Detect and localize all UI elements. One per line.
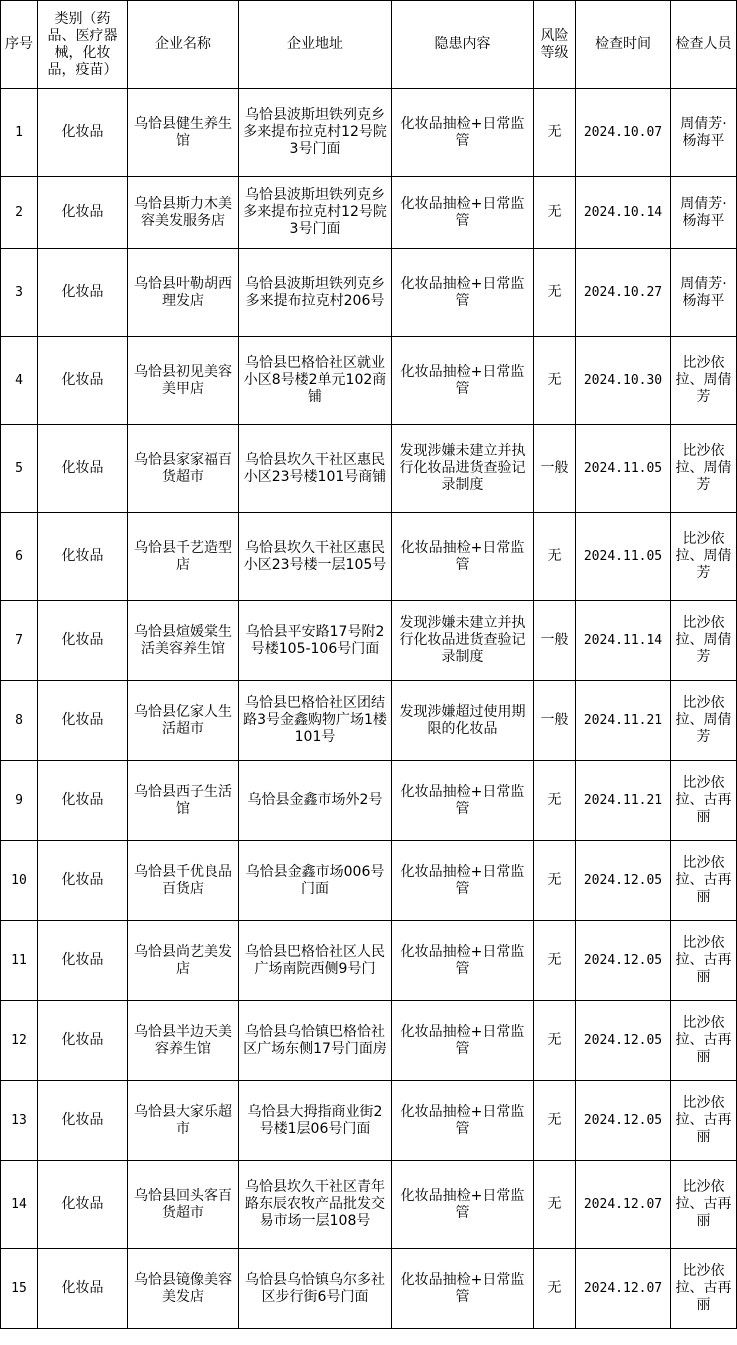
cell-index: 13 bbox=[1, 1081, 38, 1161]
cell-category: 化妆品 bbox=[38, 921, 128, 1001]
cell-index: 10 bbox=[1, 841, 38, 921]
cell-category: 化妆品 bbox=[38, 1161, 128, 1249]
cell-inspectors: 比沙依拉、古再丽 bbox=[671, 1081, 737, 1161]
cell-hazard: 化妆品抽检+日常监管 bbox=[392, 177, 534, 249]
cell-hazard: 化妆品抽检+日常监管 bbox=[392, 921, 534, 1001]
table-row bbox=[1, 1249, 737, 1329]
cell-inspectors: 周倩芳·杨海平 bbox=[671, 177, 737, 249]
cell-inspectors: 比沙依拉、古再丽 bbox=[671, 841, 737, 921]
cell-risk-level: 无 bbox=[534, 1249, 576, 1329]
cell-risk-level: 无 bbox=[534, 841, 576, 921]
cell-risk-level: 无 bbox=[534, 513, 576, 601]
col-header-index: 序号 bbox=[1, 1, 38, 89]
cell-index: 7 bbox=[1, 601, 38, 681]
cell-date: 2024.11.21 bbox=[576, 761, 671, 841]
cell-inspectors: 比沙依拉、古再丽 bbox=[671, 1249, 737, 1329]
cell-company-name: 乌恰县回头客百货超市 bbox=[128, 1161, 239, 1249]
cell-index: 4 bbox=[1, 337, 38, 425]
cell-address: 乌恰县坎久干社区惠民小区23号楼一层105号 bbox=[239, 513, 392, 601]
cell-date: 2024.11.05 bbox=[576, 425, 671, 513]
col-header-hazard: 隐患内容 bbox=[392, 1, 534, 89]
cell-category: 化妆品 bbox=[38, 513, 128, 601]
cell-company-name: 乌恰县初见美容美甲店 bbox=[128, 337, 239, 425]
cell-address: 乌恰县乌恰镇巴格恰社区广场东侧17号门面房 bbox=[239, 1001, 392, 1081]
cell-hazard: 化妆品抽检+日常监管 bbox=[392, 841, 534, 921]
table-body bbox=[1, 89, 737, 1329]
col-header-company-name: 企业名称 bbox=[128, 1, 239, 89]
cell-risk-level: 无 bbox=[534, 337, 576, 425]
cell-inspectors: 比沙依拉、周倩芳 bbox=[671, 337, 737, 425]
cell-address: 乌恰县巴格恰社区就业小区8号楼2单元102商铺 bbox=[239, 337, 392, 425]
cell-date: 2024.10.30 bbox=[576, 337, 671, 425]
col-header-risk-level: 风险等级 bbox=[534, 1, 576, 89]
cell-inspectors: 比沙依拉、古再丽 bbox=[671, 1001, 737, 1081]
cell-company-name: 乌恰县叶勒胡西理发店 bbox=[128, 249, 239, 337]
cell-inspectors: 比沙依拉、古再丽 bbox=[671, 921, 737, 1001]
cell-date: 2024.10.14 bbox=[576, 177, 671, 249]
cell-company-name: 乌恰县斯力木美容美发服务店 bbox=[128, 177, 239, 249]
cell-date: 2024.10.07 bbox=[576, 89, 671, 177]
cell-company-name: 乌恰县大家乐超市 bbox=[128, 1081, 239, 1161]
table-row bbox=[1, 89, 737, 177]
cell-index: 15 bbox=[1, 1249, 38, 1329]
cell-inspectors: 周倩芳·杨海平 bbox=[671, 89, 737, 177]
cell-company-name: 乌恰县家家福百货超市 bbox=[128, 425, 239, 513]
cell-hazard: 发现涉嫌超过使用期限的化妆品 bbox=[392, 681, 534, 761]
table-row bbox=[1, 601, 737, 681]
cell-risk-level: 无 bbox=[534, 1081, 576, 1161]
cell-hazard: 化妆品抽检+日常监管 bbox=[392, 249, 534, 337]
cell-risk-level: 无 bbox=[534, 89, 576, 177]
cell-address: 乌恰县波斯坦铁列克乡多来提布拉克村12号院3号门面 bbox=[239, 177, 392, 249]
cell-risk-level: 无 bbox=[534, 1001, 576, 1081]
cell-category: 化妆品 bbox=[38, 1081, 128, 1161]
cell-risk-level: 一般 bbox=[534, 681, 576, 761]
cell-address: 乌恰县巴格恰社区人民广场南院西侧9号门 bbox=[239, 921, 392, 1001]
cell-index: 3 bbox=[1, 249, 38, 337]
table-row bbox=[1, 337, 737, 425]
cell-category: 化妆品 bbox=[38, 761, 128, 841]
cell-category: 化妆品 bbox=[38, 601, 128, 681]
cell-risk-level: 一般 bbox=[534, 425, 576, 513]
cell-company-name: 乌恰县镜像美容美发店 bbox=[128, 1249, 239, 1329]
cell-hazard: 化妆品抽检+日常监管 bbox=[392, 513, 534, 601]
cell-address: 乌恰县金鑫市场006号门面 bbox=[239, 841, 392, 921]
cell-company-name: 乌恰县千艺造型店 bbox=[128, 513, 239, 601]
cell-date: 2024.11.21 bbox=[576, 681, 671, 761]
cell-inspectors: 比沙依拉、古再丽 bbox=[671, 1161, 737, 1249]
table-row bbox=[1, 761, 737, 841]
cell-category: 化妆品 bbox=[38, 177, 128, 249]
cell-hazard: 化妆品抽检+日常监管 bbox=[392, 1161, 534, 1249]
cell-hazard: 化妆品抽检+日常监管 bbox=[392, 337, 534, 425]
cell-company-name: 乌恰县煊媛棠生活美容养生馆 bbox=[128, 601, 239, 681]
cell-index: 5 bbox=[1, 425, 38, 513]
cell-category: 化妆品 bbox=[38, 1001, 128, 1081]
cell-company-name: 乌恰县千优良品百货店 bbox=[128, 841, 239, 921]
cell-category: 化妆品 bbox=[38, 1249, 128, 1329]
cell-company-name: 乌恰县西子生活馆 bbox=[128, 761, 239, 841]
table-row bbox=[1, 841, 737, 921]
table-row bbox=[1, 513, 737, 601]
cell-index: 6 bbox=[1, 513, 38, 601]
table-row bbox=[1, 177, 737, 249]
table-row bbox=[1, 249, 737, 337]
table-row bbox=[1, 1081, 737, 1161]
cell-category: 化妆品 bbox=[38, 841, 128, 921]
cell-date: 2024.12.05 bbox=[576, 841, 671, 921]
col-header-inspection-date: 检查时间 bbox=[576, 1, 671, 89]
cell-hazard: 发现涉嫌未建立并执行化妆品进货查验记录制度 bbox=[392, 425, 534, 513]
col-header-company-address: 企业地址 bbox=[239, 1, 392, 89]
cell-address: 乌恰县坎久干社区惠民小区23号楼101号商铺 bbox=[239, 425, 392, 513]
cell-date: 2024.12.07 bbox=[576, 1161, 671, 1249]
cell-index: 2 bbox=[1, 177, 38, 249]
cell-hazard: 化妆品抽检+日常监管 bbox=[392, 1249, 534, 1329]
cell-address: 乌恰县坎久干社区青年路东辰农牧产品批发交易市场一层108号 bbox=[239, 1161, 392, 1249]
table-row bbox=[1, 1161, 737, 1249]
cell-inspectors: 比沙依拉、周倩芳 bbox=[671, 681, 737, 761]
table-row bbox=[1, 681, 737, 761]
cell-address: 乌恰县波斯坦铁列克乡多来提布拉克村206号 bbox=[239, 249, 392, 337]
cell-index: 1 bbox=[1, 89, 38, 177]
cell-category: 化妆品 bbox=[38, 425, 128, 513]
cell-inspectors: 比沙依拉、周倩芳 bbox=[671, 601, 737, 681]
cell-date: 2024.11.14 bbox=[576, 601, 671, 681]
cell-address: 乌恰县波斯坦铁列克乡多来提布拉克村12号院3号门面 bbox=[239, 89, 392, 177]
cell-date: 2024.12.05 bbox=[576, 921, 671, 1001]
cell-address: 乌恰县巴格恰社区团结路3号金鑫购物广场1楼101号 bbox=[239, 681, 392, 761]
cell-inspectors: 周倩芳·杨海平 bbox=[671, 249, 737, 337]
cell-inspectors: 比沙依拉、周倩芳 bbox=[671, 425, 737, 513]
cell-category: 化妆品 bbox=[38, 681, 128, 761]
cell-date: 2024.12.05 bbox=[576, 1001, 671, 1081]
cell-index: 14 bbox=[1, 1161, 38, 1249]
table-row bbox=[1, 921, 737, 1001]
cell-index: 9 bbox=[1, 761, 38, 841]
cell-risk-level: 无 bbox=[534, 177, 576, 249]
cell-index: 11 bbox=[1, 921, 38, 1001]
cell-inspectors: 比沙依拉、古再丽 bbox=[671, 761, 737, 841]
header-row bbox=[1, 1, 737, 89]
cell-category: 化妆品 bbox=[38, 249, 128, 337]
col-header-category: 类别（药品、医疗器械，化妆品，疫苗） bbox=[38, 1, 128, 89]
cell-risk-level: 无 bbox=[534, 921, 576, 1001]
cell-risk-level: 一般 bbox=[534, 601, 576, 681]
cell-company-name: 乌恰县健生养生馆 bbox=[128, 89, 239, 177]
cell-date: 2024.10.27 bbox=[576, 249, 671, 337]
cell-risk-level: 无 bbox=[534, 1161, 576, 1249]
cell-company-name: 乌恰县亿家人生活超市 bbox=[128, 681, 239, 761]
table-row bbox=[1, 425, 737, 513]
cell-category: 化妆品 bbox=[38, 337, 128, 425]
cell-inspectors: 比沙依拉、周倩芳 bbox=[671, 513, 737, 601]
cell-risk-level: 无 bbox=[534, 761, 576, 841]
cell-index: 12 bbox=[1, 1001, 38, 1081]
cell-date: 2024.12.07 bbox=[576, 1249, 671, 1329]
cell-date: 2024.11.05 bbox=[576, 513, 671, 601]
cell-address: 乌恰县乌恰镇乌尔多社区步行街6号门面 bbox=[239, 1249, 392, 1329]
cell-hazard: 化妆品抽检+日常监管 bbox=[392, 761, 534, 841]
cell-hazard: 发现涉嫌未建立并执行化妆品进货查验记录制度 bbox=[392, 601, 534, 681]
cell-risk-level: 无 bbox=[534, 249, 576, 337]
cell-date: 2024.12.05 bbox=[576, 1081, 671, 1161]
cell-hazard: 化妆品抽检+日常监管 bbox=[392, 89, 534, 177]
cell-address: 乌恰县平安路17号附2号楼105-106号门面 bbox=[239, 601, 392, 681]
cell-company-name: 乌恰县尚艺美发店 bbox=[128, 921, 239, 1001]
table-row bbox=[1, 1001, 737, 1081]
cell-index: 8 bbox=[1, 681, 38, 761]
col-header-inspectors: 检查人员 bbox=[671, 1, 737, 89]
cell-hazard: 化妆品抽检+日常监管 bbox=[392, 1081, 534, 1161]
cell-category: 化妆品 bbox=[38, 89, 128, 177]
cell-hazard: 化妆品抽检+日常监管 bbox=[392, 1001, 534, 1081]
cell-address: 乌恰县大拇指商业街2号楼1层06号门面 bbox=[239, 1081, 392, 1161]
cell-company-name: 乌恰县半边天美容养生馆 bbox=[128, 1001, 239, 1081]
cell-address: 乌恰县金鑫市场外2号 bbox=[239, 761, 392, 841]
